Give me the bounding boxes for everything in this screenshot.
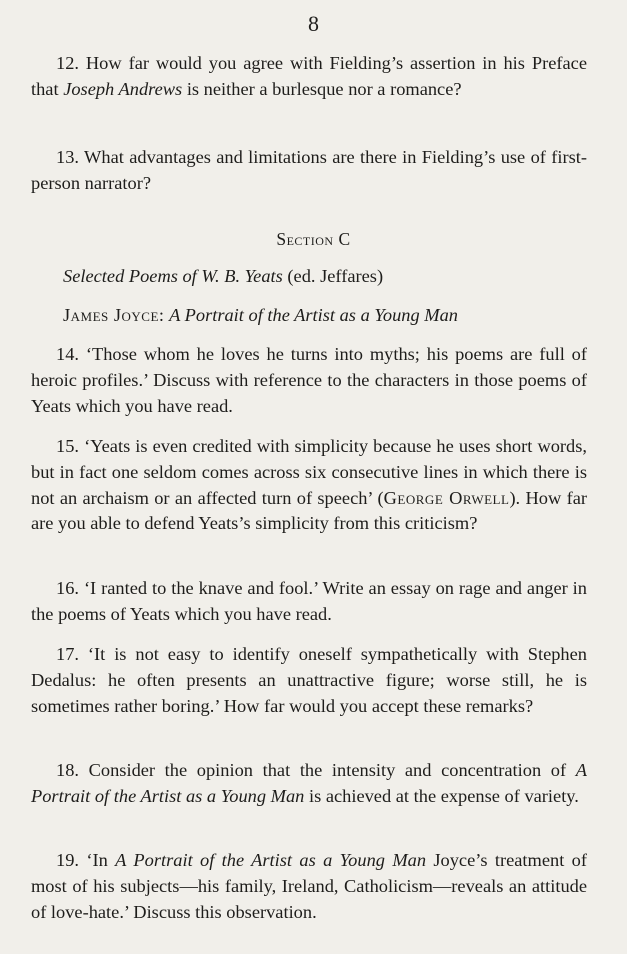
question-number: 12. — [56, 53, 79, 73]
question-number: 17. — [56, 644, 79, 664]
set-text-joyce: James Joyce: A Portrait of the Artist as a Young Man — [63, 305, 458, 325]
question-14: 14. ‘Those whom he loves he turns into myths; his poems are full of heroic profiles.’ Discuss with reference to the characters in those poems of Yeats which you have read. — [31, 344, 587, 416]
section-title: Section C — [276, 229, 351, 249]
question-12: 12. How far would you agree with Fielding’s assertion in his Preface that Joseph Andrews is neither a burlesque nor a romance? — [31, 53, 587, 99]
question-number: 16. — [56, 578, 79, 598]
question-16: 16. ‘I ranted to the knave and fool.’ Write an essay on rage and anger in the poems of Yeats which you have read. — [31, 578, 587, 624]
question-18: 18. Consider the opinion that the intensity and concentration of A Portrait of the Artist as a Young Man is achieved at the expense of variety. — [31, 760, 587, 806]
question-17: 17. ‘It is not easy to identify oneself sympathetically with Stephen Dedalus: he often presents an unattractive figure; worse still, he is sometimes rather boring.’ How far would you accept these remarks? — [31, 644, 587, 716]
question-19: 19. ‘In A Portrait of the Artist as a Young Man Joyce’s treatment of most of his subjects—his family, Ireland, Catholicism—reveals an attitude of love-hate.’ Discuss this observation. — [31, 850, 587, 922]
question-number: 15. — [56, 436, 79, 456]
question-13: 13. What advantages and limitations are there in Fielding’s use of first-person narrator? — [31, 147, 588, 193]
question-number: 14. — [56, 344, 79, 364]
question-number: 19. — [56, 850, 79, 870]
question-number: 13. — [56, 147, 79, 167]
question-15: 15. ‘Yeats is even credited with simplicity because he uses short words, but in fact one seldom comes across six consecutive lines in which there is not an archaism or an affected turn of speech’ (George Orwell). How far are you able to defend Yeats’s simplicity from this criticism? — [31, 436, 587, 534]
page-number: 8 — [308, 11, 319, 36]
question-number: 18. — [56, 760, 79, 780]
set-text-yeats: Selected Poems of W. B. Yeats (ed. Jeffares) — [63, 266, 384, 286]
